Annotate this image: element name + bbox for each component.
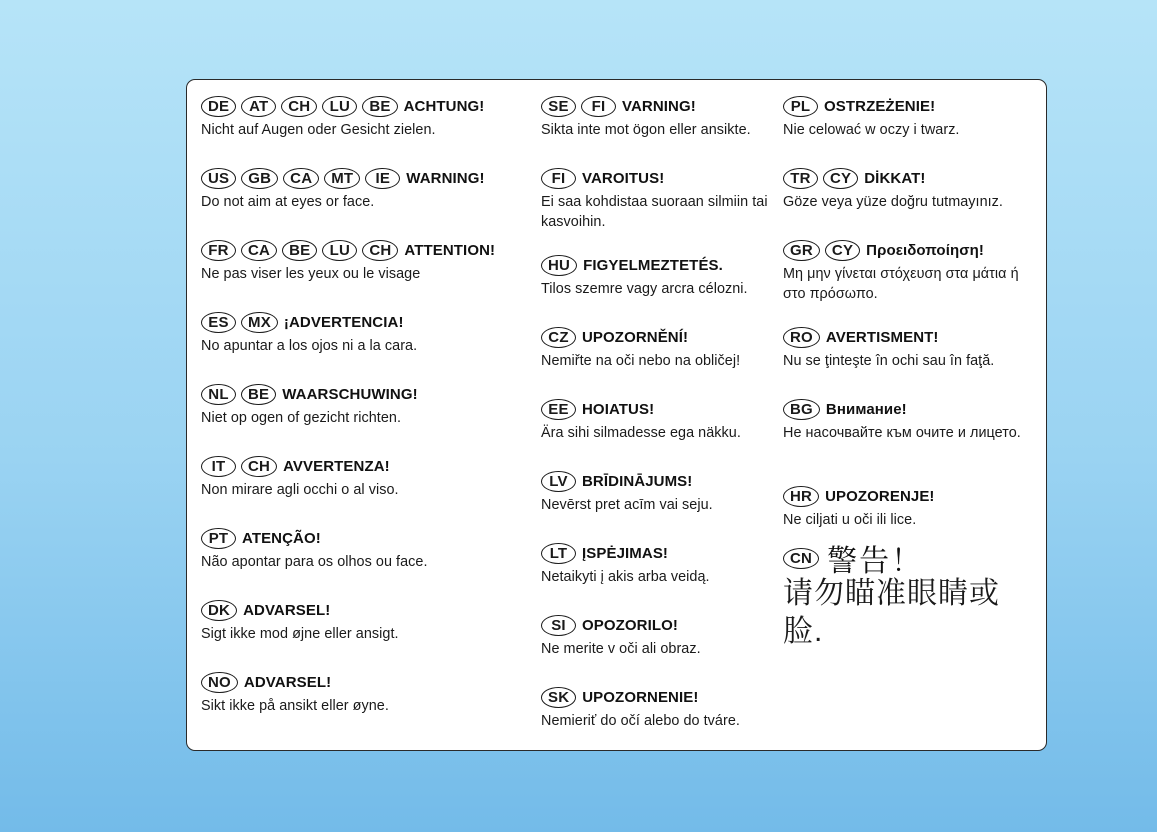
country-code-badge: FR [201,240,236,261]
country-code-badge: ES [201,312,236,333]
warning-header [201,455,536,477]
warning-text: Ei saa kohdistaa suoraan silmiin tai kasvoihin. [541,194,768,230]
warning-title: OSTRZEŻENIE! [824,97,936,115]
warning-header [201,167,536,189]
warning-title: ADVARSEL! [243,673,332,691]
warning-title: 警告！ [827,545,924,578]
warning-text: Göze veya yüze doğru tutmayınız. [783,194,1003,210]
warning-text: Ära sihi silmadesse ega näkku. [541,425,741,441]
warning-entry [201,383,536,429]
warning-title: BRĪDINĀJUMS! [582,472,693,490]
warning-text: No apuntar a los ojos ni a la cara. [201,338,418,354]
warning-header [783,95,1045,117]
warning-header [541,686,779,708]
warning-entry [541,614,779,660]
warning-header [541,95,779,117]
warning-entry [201,311,536,357]
warning-title: AVERTISMENT! [825,328,939,346]
country-code-badge: LU [322,240,357,261]
country-code-badge: EE [541,399,576,420]
warning-header [541,470,779,492]
warning-text: 请勿瞄准眼睛或脸. [783,577,1000,648]
warning-text: Nemieriť do očí alebo do tváre. [541,713,740,729]
warning-title: WARNING! [406,169,485,187]
country-code-badge: CZ [541,327,576,348]
warning-header [783,239,1045,261]
warning-title: ATENÇÃO! [242,529,321,547]
country-code-badge: SE [541,96,576,117]
warning-header [541,614,779,636]
warning-label-card [186,79,1047,751]
warning-title: ¡ADVERTENCIA! [283,313,404,331]
warning-entry [541,167,779,232]
country-code-badge: MT [324,168,360,189]
warning-entry [541,470,779,516]
country-code-badge: PL [783,96,818,117]
warning-entry [201,455,536,501]
country-code-badge: CN [783,548,819,569]
warning-text: Niet op ogen of gezicht richten. [201,410,401,426]
country-code-badge: RO [783,327,820,348]
warning-entry [541,326,779,372]
warning-title: OPOZORILO! [582,616,678,634]
warning-header [783,398,1045,420]
country-code-badge: MX [241,312,278,333]
country-code-badge: SI [541,615,576,636]
country-code-badge: FI [581,96,616,117]
warning-title: ATTENTION! [404,241,496,259]
country-code-badge: FI [541,168,576,189]
warning-title: FIGYELMEZTETÉS. [583,256,723,274]
country-code-badge: DK [201,600,237,621]
warning-entry [783,485,1045,531]
warning-entry [201,167,536,213]
warning-text: Nemiřte na oči nebo na obličej! [541,353,741,369]
warning-header [541,167,779,189]
warning-header [783,326,1045,348]
warning-header [783,485,1045,507]
country-code-badge: BE [241,384,276,405]
warning-header [201,599,536,621]
warning-entry [783,95,1045,141]
country-code-badge: BG [783,399,820,420]
warning-title: Внимание! [825,400,907,418]
country-code-badge: CY [823,168,858,189]
country-code-badge: GB [241,168,278,189]
country-code-badge: BE [282,240,317,261]
warning-entry [541,398,779,444]
warning-text: Tilos szemre vagy arcra célozni. [541,281,748,297]
warning-text: Ne ciljati u oči ili lice. [783,512,917,528]
warning-title: VAROITUS! [582,169,665,187]
country-code-badge: NL [201,384,236,405]
warning-text: Nu se ţinteşte în ochi sau în faţă. [783,353,995,369]
country-code-badge: IT [201,456,236,477]
warning-header [541,398,779,420]
warning-entry [783,167,1045,213]
warning-title: WAARSCHUWING! [282,385,418,403]
warning-text: Do not aim at eyes or face. [201,194,375,210]
warning-title: VARNING! [622,97,696,115]
warning-header [201,383,536,405]
warning-title: DİKKAT! [864,169,926,187]
country-code-badge: HR [783,486,819,507]
country-code-badge: LV [541,471,576,492]
warning-header [201,239,536,261]
warning-title: ADVARSEL! [243,601,331,619]
warning-entry [783,239,1045,304]
warning-header [783,545,1045,578]
country-code-badge: SK [541,687,576,708]
warning-header [783,167,1045,189]
warning-text: Sikta inte mot ögon eller ansikte. [541,122,751,138]
country-code-badge: CY [825,240,860,261]
warning-text: Netaikyti į akis arba veidą. [541,569,710,585]
country-code-badge: GR [783,240,820,261]
warning-entry [783,326,1045,372]
warning-entry [201,671,536,717]
warning-title: UPOZORNĚNÍ! [582,328,689,346]
warning-text: Nie celować w oczy i twarz. [783,122,960,138]
warning-title: ĮSPĖJIMAS! [582,544,669,562]
country-code-badge: AT [241,96,276,117]
warning-entry [201,527,536,573]
country-code-badge: CH [362,240,398,261]
country-code-badge: DE [201,96,236,117]
country-code-badge: CH [281,96,317,117]
country-code-badge: CH [241,456,277,477]
warning-text: Nicht auf Augen oder Gesicht zielen. [201,122,436,138]
warning-title: UPOZORNENIE! [582,688,699,706]
warning-header [201,311,536,333]
warning-entry [783,398,1045,444]
warning-text: Sigt ikke mod øjne eller ansigt. [201,626,399,642]
warning-header [541,254,779,276]
warning-entry [201,95,536,141]
warning-entry [541,542,779,588]
warning-text: Non mirare agli occhi o al viso. [201,482,399,498]
country-code-badge: NO [201,672,238,693]
warning-title: AVVERTENZA! [283,457,390,475]
warning-title: ACHTUNG! [403,97,485,115]
warning-header [201,671,536,693]
warning-title: HOIATUS! [582,400,655,418]
warning-header [541,326,779,348]
warning-header [201,95,536,117]
country-code-badge: BE [362,96,397,117]
country-code-badge: US [201,168,236,189]
warning-text: Ne pas viser les yeux ou le visage [201,266,421,282]
warning-text: Ne merite v oči ali obraz. [541,641,701,657]
country-code-badge: PT [201,528,236,549]
warning-title: UPOZORENJE! [825,487,935,505]
warning-entry [541,254,779,300]
warning-text: Sikt ikke på ansikt eller øyne. [201,698,389,714]
warning-entry [783,547,1045,651]
country-code-badge: CA [283,168,319,189]
warning-text: Não apontar para os olhos ou face. [201,554,428,570]
warning-entry [541,686,779,732]
warning-title: Προειδοποίηση! [866,241,984,259]
warning-header [201,527,536,549]
warning-header [541,542,779,564]
country-code-badge: TR [783,168,818,189]
warning-entry [201,599,536,645]
country-code-badge: IE [365,168,400,189]
warning-entry [201,239,536,285]
warning-entry [541,95,779,141]
warning-text: Μη μην γίνεται στόχευση στα μάτια ή στο πρόσωπο. [783,266,1019,302]
warning-text: Nevērst pret acīm vai seju. [541,497,713,513]
country-code-badge: CA [241,240,277,261]
country-code-badge: HU [541,255,577,276]
country-code-badge: LU [322,96,357,117]
country-code-badge: LT [541,543,576,564]
warning-text: Не насочвайте към очите и лицето. [783,425,1021,441]
